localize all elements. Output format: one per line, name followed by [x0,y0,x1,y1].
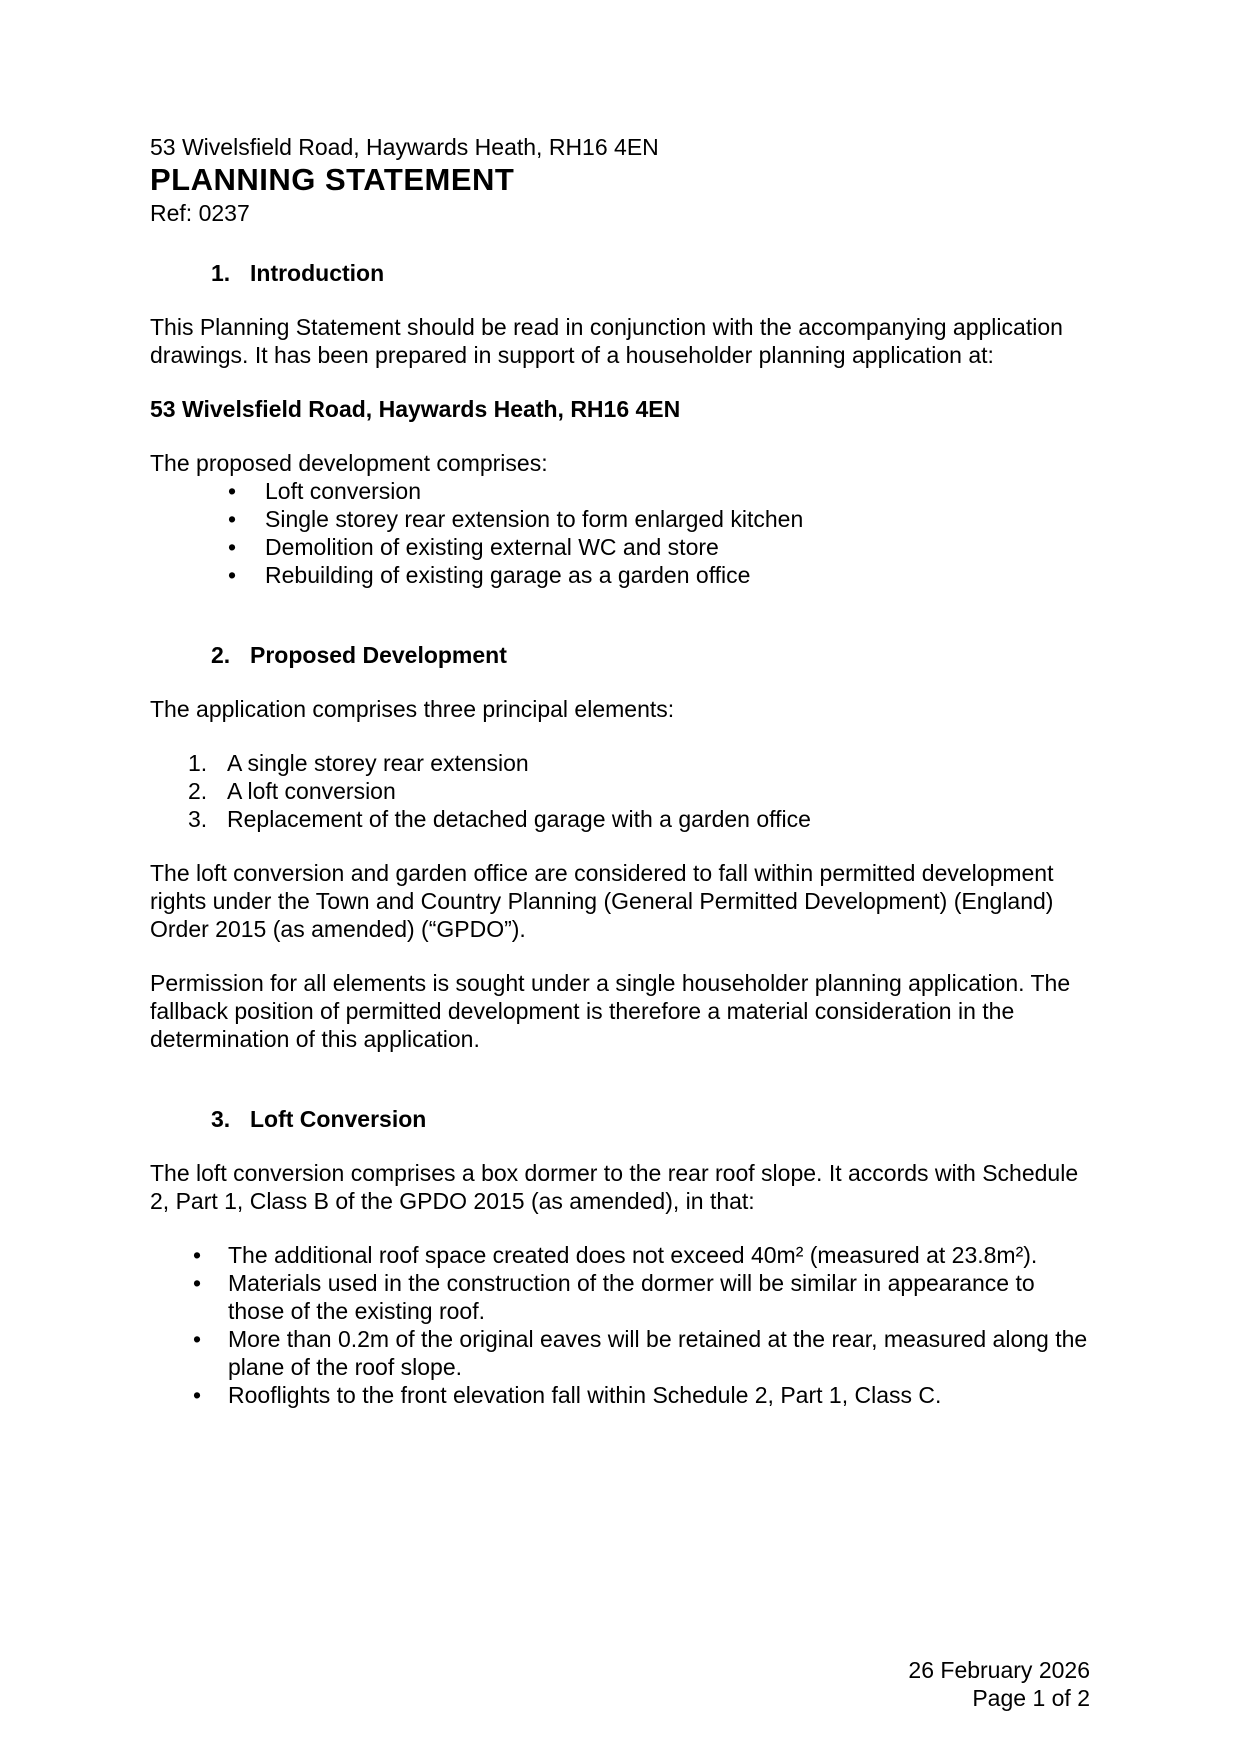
section-number: 1. [211,260,231,286]
paragraph: This Planning Statement should be read in conjunction with the accompanying application drawings. It has been prepared in support of a householder planning application at: [150,314,1063,368]
list-item [188,777,1090,805]
paragraph: The proposed development comprises: [150,450,548,476]
bullet-glyph: • [228,506,237,532]
bullet-glyph: • [228,478,237,504]
development-bullet-list [228,477,1090,589]
list-number: 2. [188,778,208,804]
list-item [188,805,1090,833]
paragraph: The application comprises three principal elements: [150,696,675,722]
loft-conversion-bullet-list [193,1241,1090,1409]
section-heading-proposed-development [211,641,1090,669]
bullet-glyph: • [193,1270,202,1296]
list-item [188,749,1090,777]
list-item-text: Rebuilding of existing garage as a garden office [265,562,751,588]
list-item [228,477,1090,505]
paragraph: The loft conversion and garden office are considered to fall within permitted development rights under the Town and Country Planning (General Permitted Development) (England) Order 2015 (as amended) (“GPDO”). [150,860,1054,942]
list-item-text: Materials used in the construction of the dormer will be similar in appearance to those of the existing roof. [228,1270,1035,1324]
section-title: Loft Conversion [250,1106,427,1132]
list-item [193,1269,1090,1325]
page-footer [908,1656,1090,1712]
bullet-glyph: • [228,534,237,560]
paragraph: Permission for all elements is sought under a single householder planning application. The fallback position of permitted development is therefore a material consideration in the determination of this application. [150,970,1071,1052]
footer-page-number: Page 1 of 2 [972,1685,1090,1711]
bullet-glyph: • [228,562,237,588]
bullet-glyph: • [193,1242,202,1268]
section-title: Proposed Development [250,642,507,668]
site-address-bold: 53 Wivelsfield Road, Haywards Heath, RH16 4EN [150,396,681,422]
list-item-text: Loft conversion [265,478,421,504]
reference-number: Ref: 0237 [150,200,250,226]
section-title: Introduction [250,260,385,286]
list-item-text: Replacement of the detached garage with a garden office [227,806,811,832]
list-item [228,533,1090,561]
document-content [150,133,1090,1409]
list-item [228,561,1090,589]
section-heading-introduction [211,259,1090,287]
bullet-glyph: • [193,1326,202,1352]
list-number: 1. [188,750,208,776]
principal-elements-list [188,749,1090,833]
bullet-glyph: • [193,1382,202,1408]
list-item [193,1325,1090,1381]
address-line: 53 Wivelsfield Road, Haywards Heath, RH16 4EN [150,134,659,160]
list-item [228,505,1090,533]
list-item-text: Single storey rear extension to form enlarged kitchen [265,506,804,532]
list-item [193,1381,1090,1409]
list-item-text: A loft conversion [227,778,396,804]
list-item-text: More than 0.2m of the original eaves will be retained at the rear, measured along the plane of the roof slope. [228,1326,1088,1380]
section-number: 2. [211,642,231,668]
section-number: 3. [211,1106,231,1132]
list-item-text: A single storey rear extension [227,750,529,776]
list-item-text: Demolition of existing external WC and store [265,534,719,560]
list-item-text: Rooflights to the front elevation fall within Schedule 2, Part 1, Class C. [228,1382,942,1408]
list-item-text: The additional roof space created does not exceed 40m² (measured at 23.8m²). [228,1242,1038,1268]
section-heading-loft-conversion [211,1105,1090,1133]
list-item [193,1241,1090,1269]
list-number: 3. [188,806,208,832]
paragraph: The loft conversion comprises a box dormer to the rear roof slope. It accords with Schedule 2, Part 1, Class B of the GPDO 2015 (as amended), in that: [150,1160,1079,1214]
footer-date: 26 February 2026 [908,1657,1090,1683]
document-title: PLANNING STATEMENT [150,162,515,197]
